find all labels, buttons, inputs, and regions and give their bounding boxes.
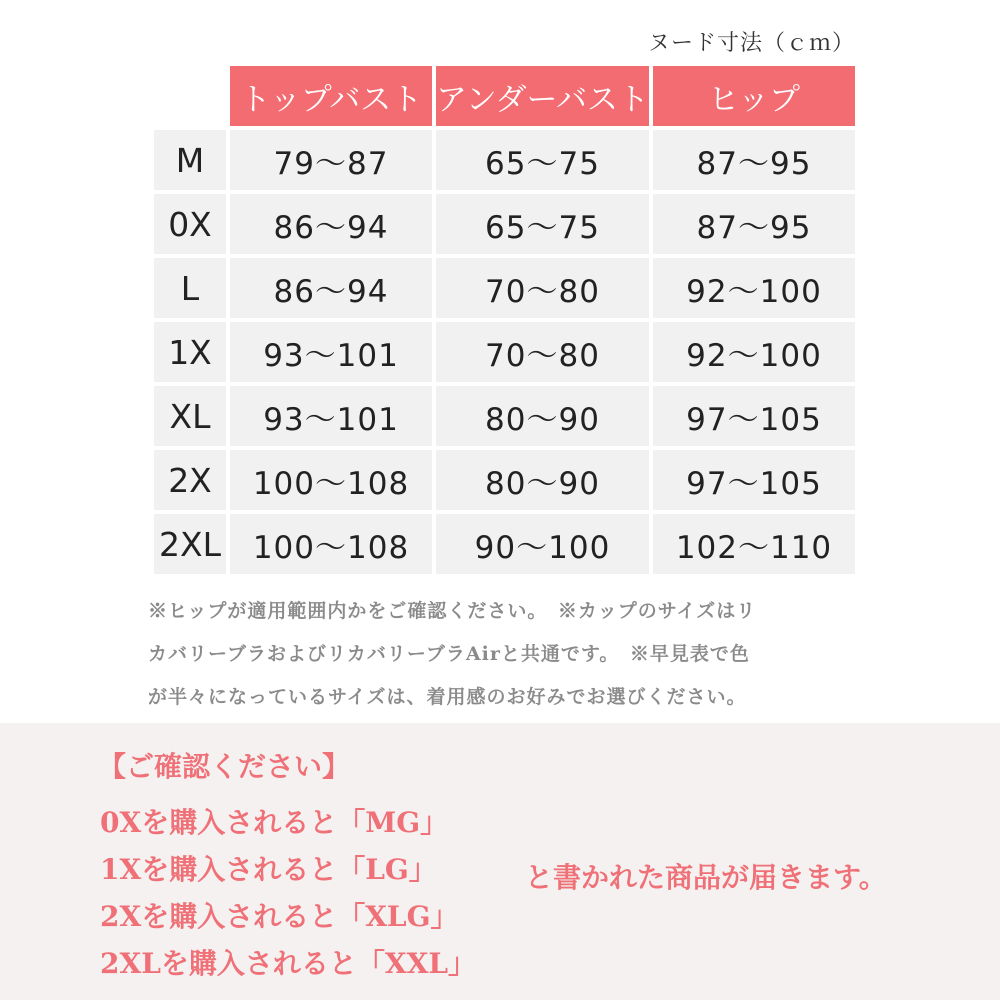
confirmation-panel xyxy=(0,723,1000,1000)
size-label: 2X xyxy=(154,450,226,510)
under-bust-value: 65〜75 xyxy=(436,194,649,254)
hip-value: 92〜100 xyxy=(653,258,855,318)
size-label: XL xyxy=(154,386,226,446)
top-bust-value: 79〜87 xyxy=(230,130,432,190)
header-top-bust: トップバスト xyxy=(230,66,432,126)
mapping-line-2x: 2Xを購入されると「XLG」 xyxy=(100,900,459,933)
hip-value: 87〜95 xyxy=(653,194,855,254)
unit-note: ヌード寸法（ｃｍ） xyxy=(647,31,855,56)
top-bust-value: 100〜108 xyxy=(230,450,432,510)
table-row xyxy=(154,450,855,510)
top-bust-value: 93〜101 xyxy=(230,386,432,446)
hip-value: 87〜95 xyxy=(653,130,855,190)
size-label: M xyxy=(154,130,226,190)
size-chart-table xyxy=(150,62,859,578)
size-label: 1X xyxy=(154,322,226,382)
note-line: ※ヒップが適用範囲内かをご確認ください。 ※カップのサイズはリ xyxy=(148,600,757,622)
top-bust-value: 86〜94 xyxy=(230,194,432,254)
table-corner xyxy=(154,66,226,126)
table-row xyxy=(154,258,855,318)
table-row xyxy=(154,386,855,446)
size-label: L xyxy=(154,258,226,318)
hip-value: 92〜100 xyxy=(653,322,855,382)
table-row xyxy=(154,194,855,254)
under-bust-value: 80〜90 xyxy=(436,386,649,446)
hip-value: 97〜105 xyxy=(653,386,855,446)
top-bust-value: 93〜101 xyxy=(230,322,432,382)
top-bust-value: 86〜94 xyxy=(230,258,432,318)
mapping-line-1x: 1Xを購入されると「LG」 xyxy=(100,853,437,886)
under-bust-value: 90〜100 xyxy=(436,514,649,574)
size-label: 2XL xyxy=(154,514,226,574)
table-row xyxy=(154,322,855,382)
hip-value: 102〜110 xyxy=(653,514,855,574)
header-under-bust: アンダーバスト xyxy=(436,66,649,126)
under-bust-value: 65〜75 xyxy=(436,130,649,190)
mapping-line-2xl: 2XLを購入されると「XXL」 xyxy=(100,947,477,980)
confirmation-title: 【ご確認ください】 xyxy=(98,750,351,783)
header-hip: ヒップ xyxy=(653,66,855,126)
under-bust-value: 70〜80 xyxy=(436,258,649,318)
note-line: が半々になっているサイズは、着用感のお好みでお選びください。 xyxy=(148,686,747,708)
size-notes xyxy=(148,590,858,719)
table-row xyxy=(154,130,855,190)
table-header-row xyxy=(154,66,855,126)
table-row xyxy=(154,514,855,574)
size-label: 0X xyxy=(154,194,226,254)
mapping-line-0x: 0Xを購入されると「MG」 xyxy=(100,806,449,839)
under-bust-value: 70〜80 xyxy=(436,322,649,382)
confirmation-result: と書かれた商品が届きます。 xyxy=(525,861,887,894)
under-bust-value: 80〜90 xyxy=(436,450,649,510)
top-bust-value: 100〜108 xyxy=(230,514,432,574)
note-line: カバリーブラおよびリカバリーブラAirと共通です。 ※早見表で色 xyxy=(148,643,750,665)
hip-value: 97〜105 xyxy=(653,450,855,510)
